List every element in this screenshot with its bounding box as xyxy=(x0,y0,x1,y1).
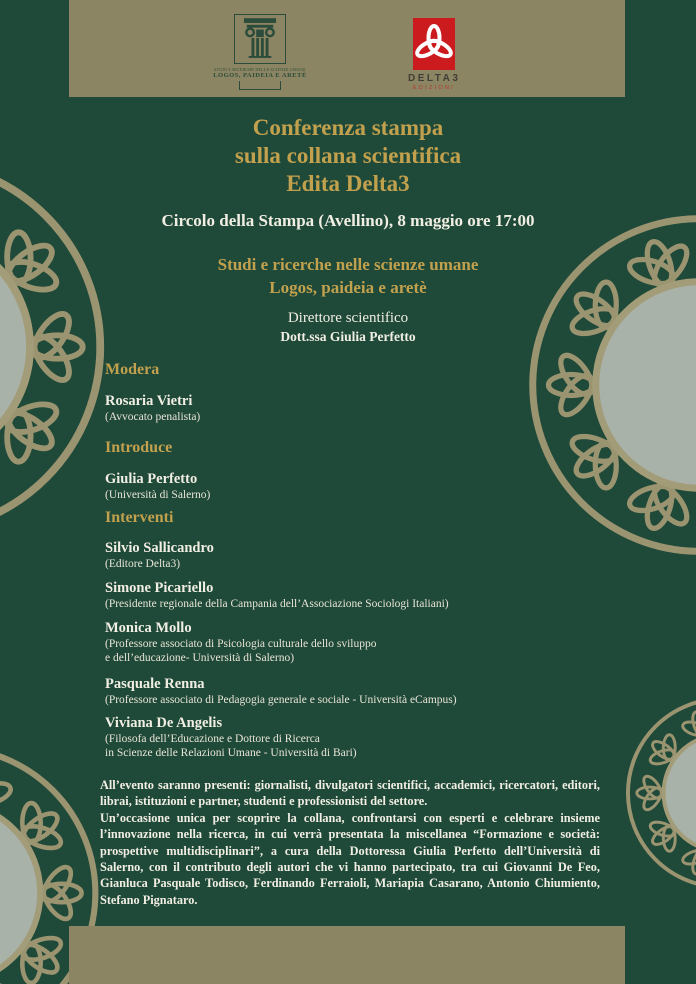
page-title-line3: Edita Delta3 xyxy=(286,171,410,196)
collana-logo-bracket xyxy=(239,81,281,90)
person-role-line: (Filosofa dell’Educazione e Dottore di Ricerca xyxy=(105,733,320,745)
page-title-line2: sulla collana scientifica xyxy=(234,143,462,168)
director-name: Dott.ssa Giulia Perfetto xyxy=(280,329,416,344)
person-role xyxy=(105,411,200,425)
header-band xyxy=(69,0,625,97)
page-title xyxy=(0,114,696,198)
event-description-paragraph2: Un’occasione unica per scoprire la collana, confrontarsi con esperti e celebrare insieme l’innovazione nella ricerca, in cui verrà presentata la miscellanea “Formazione e società: prospettive multidisciplinari”, a cura della Dottoressa Giulia Perfetto dell’Università di Salerno, con il contributo degli autori che vi hanno partecipato, tra cui Giovanni De Feo, Gianluca Pasquale Todisco, Ferdinando Ferraioli, Mariapia Casarano, Antonio Chiumiento, Stefano Pignataro. xyxy=(100,810,600,907)
person-role xyxy=(105,694,457,708)
person-role-line: (Avvocato penalista) xyxy=(105,411,201,423)
person-name: Monica Mollo xyxy=(105,620,192,636)
page-title-line1: Conferenza stampa xyxy=(252,115,444,140)
ring-ornament-bottom-right-icon xyxy=(623,694,696,892)
person-role xyxy=(105,558,180,572)
person-role-line: (Editore Delta3) xyxy=(105,558,181,570)
collana-logo xyxy=(205,14,315,90)
section-heading-modera: Modera xyxy=(105,361,160,378)
triquetra-icon xyxy=(413,18,455,70)
delta3-logo xyxy=(408,18,460,91)
person-role-line: in Scienze delle Relazioni Umane - Università di Bari) xyxy=(105,746,357,759)
person-role xyxy=(105,598,449,612)
collana-logo-frame xyxy=(234,14,286,64)
event-description xyxy=(100,777,600,908)
person-role-line: (Università di Salerno) xyxy=(105,489,211,501)
person-role-line: e dell’educazione- Università di Salerno) xyxy=(105,651,295,664)
delta3-red-square xyxy=(413,18,455,70)
delta3-logo-subtitle: EDIZIONI xyxy=(412,85,456,91)
person-role-line: (Professore associato di Psicologia culturale dello sviluppo xyxy=(105,638,377,650)
person-name: Silvio Sallicandro xyxy=(105,540,214,556)
footer-band xyxy=(69,926,625,984)
person-name: Giulia Perfetto xyxy=(105,471,198,487)
person-role-line: (Presidente regionale della Campania dell’Associazione Sociologi Italiani) xyxy=(105,598,449,610)
collana-logo-tiny-line: STUDI E RICERCHE DELLE SCIENZE UMANE xyxy=(214,67,306,72)
person-role xyxy=(105,733,357,760)
person-name: Pasquale Renna xyxy=(105,676,205,692)
greek-column-icon xyxy=(243,18,277,60)
series-title-line1: Studi e ricerche nelle scienze umane xyxy=(217,255,479,274)
series-title xyxy=(0,253,696,299)
person-role xyxy=(105,489,210,503)
collana-logo-subtitle: LOGOS, PAIDEIA E ARETÈ xyxy=(213,72,307,79)
person-name: Simone Picariello xyxy=(105,580,214,596)
delta3-logo-name: DELTA3 xyxy=(408,73,461,84)
venue-and-date: Circolo della Stampa (Avellino), 8 maggio ore 17:00 xyxy=(161,211,535,230)
director-label: Direttore scientifico xyxy=(287,310,409,326)
section-heading-introduce: Introduce xyxy=(105,439,173,456)
person-name: Rosaria Vietri xyxy=(105,393,193,409)
series-title-line2: Logos, paideia e aretè xyxy=(269,278,427,297)
person-name: Viviana De Angelis xyxy=(105,715,223,731)
person-role-line: (Professore associato di Pedagogia generale e sociale - Università eCampus) xyxy=(105,694,457,706)
event-description-paragraph1: All’evento saranno presenti: giornalisti, divulgatori scientifici, accademici, ricercatori, editori, librai, istituzioni e partner, studenti e professionisti del settore. xyxy=(100,778,600,809)
section-heading-interventi: Interventi xyxy=(105,509,174,526)
person-role xyxy=(105,638,376,665)
